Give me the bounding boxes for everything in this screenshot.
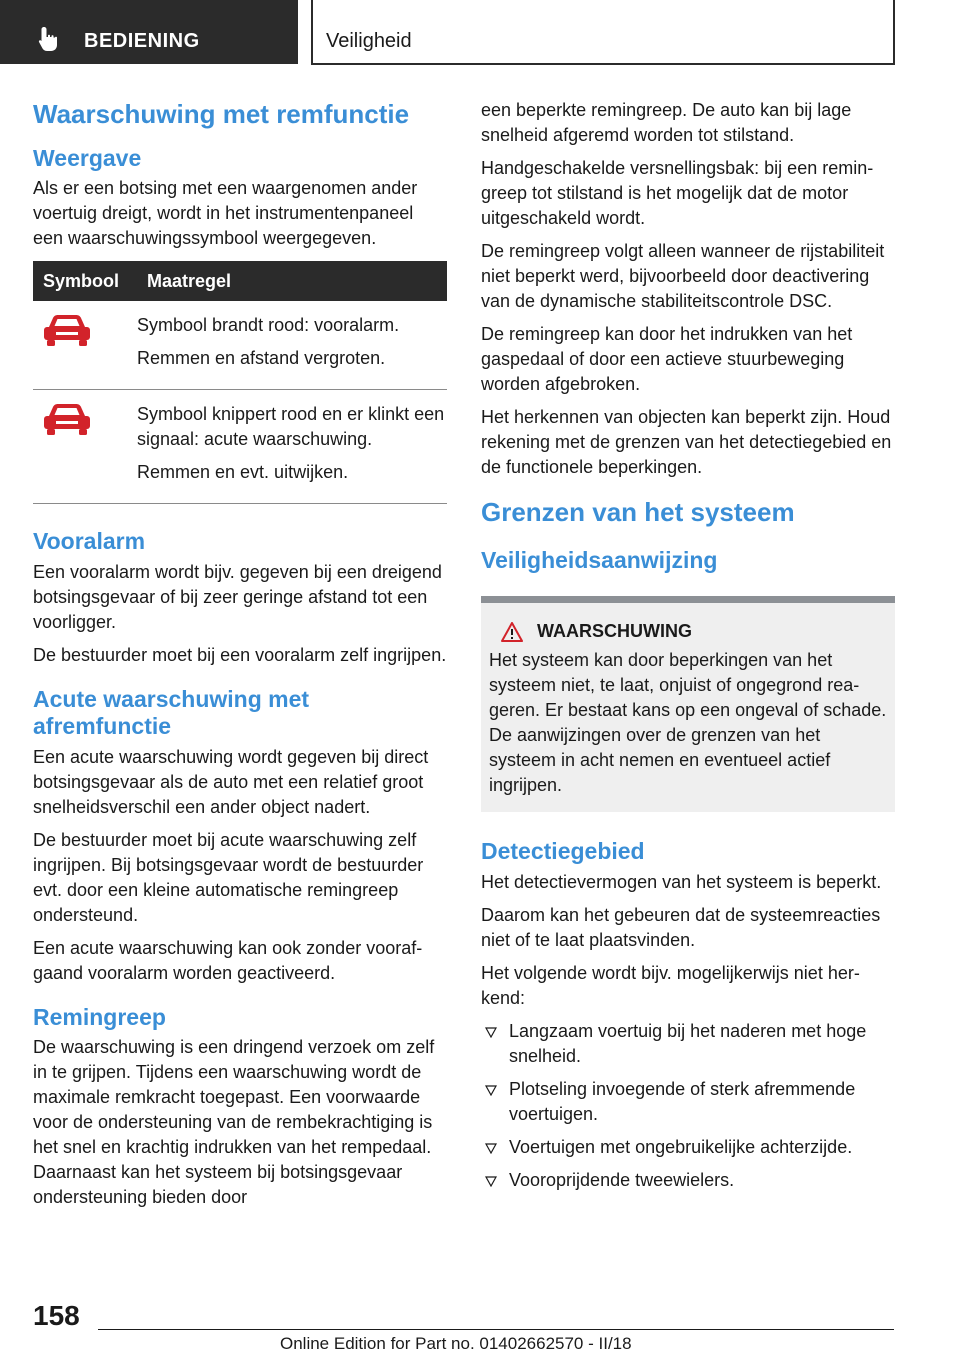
paragraph: De bestuurder moet bij een vooralarm zelf ingrijpen. [33, 644, 447, 665]
paragraph: Een vooralarm wordt bijv. gegeven bij een dreigend botsingsgevaar of bij zeer geringe afstand tot een voorligger. [33, 561, 442, 632]
paragraph: Het detectievermogen van het systeem is beperkt. [481, 871, 882, 892]
table-row [33, 390, 447, 504]
header-divider [893, 0, 895, 64]
symbol-table [33, 261, 447, 504]
heading-weergave: Weergave [33, 144, 142, 171]
chapter-label: BEDIENING [84, 30, 200, 52]
list-item-text: Voertuigen met ongebruikelijke achterzijde. [509, 1136, 853, 1157]
list-item [481, 1019, 895, 1069]
list-item-text: Langzaam voertuig bij het naderen met hoge snelheid. [509, 1020, 867, 1066]
paragraph: De bestuurder moet bij acute waarschuwing zelf ingrijpen. Bij botsingsgevaar wordt de bestuurder evt. door een kleine automatische remingreep ondersteund. [33, 829, 424, 925]
paragraph: De remingreep kan door het indrukken van het gaspedaal of door een actieve stuurbeweging worden afgebroken. [481, 324, 853, 394]
paragraph: Het herkennen van objecten kan beperkt zijn. Houd rekening met de grenzen van het detectiegebied en de functionele beperkingen. [481, 407, 892, 477]
page-title: Waarschuwing met remfunctie [33, 99, 410, 129]
paragraph: Een acute waarschuwing kan ook zonder voorafgaand vooralarm worden geactiveerd. [33, 937, 423, 983]
heading-veiligheidsaanwijzing: Veiligheidsaanwijzing [481, 546, 718, 573]
paragraph: Als er een botsing met een waargenomen ander voertuig dreigt, wordt in het instrumentenpaneel een waarschuwingssymbool weergegeven. [33, 178, 418, 249]
bullet-list [481, 1019, 895, 1193]
car-warning-icon [41, 313, 93, 349]
table-cell-text: Symbool brandt rood: vooralarm. [137, 315, 400, 336]
paragraph: Handgeschakelde versnellingsbak: bij een remingreep tot stilstand is het mogelijk dat de motor uitgeschakeld wordt. [481, 158, 874, 228]
warning-triangle-icon [501, 622, 523, 642]
right-column [481, 98, 895, 1201]
hand-pointer-icon [38, 26, 60, 52]
triangle-bullet-icon [485, 1085, 497, 1096]
table-row [33, 301, 447, 390]
paragraph: Daarom kan het gebeuren dat de systeemreacties niet of te laat plaatsvinden. [481, 904, 881, 950]
list-item [481, 1135, 895, 1160]
warning-box [481, 596, 895, 812]
warning-title: WAARSCHUWING [537, 621, 692, 642]
header-underline [311, 63, 895, 65]
heading-vooralarm: Vooralarm [33, 528, 146, 555]
header-divider [311, 0, 313, 64]
paragraph: De remingreep volgt alleen wanneer de rijstabiliteit niet beperkt werd, bijvoorbeeld door deactivering van de dynamische stabiliteitscontrole DSC. [481, 241, 885, 311]
triangle-bullet-icon [485, 1176, 497, 1187]
heading-grenzen: Grenzen van het systeem [481, 497, 795, 527]
table-cell-text: Remmen en evt. uitwijken. [137, 462, 349, 483]
page-number: 158 [33, 1300, 80, 1331]
heading-remingreep: Remingreep [33, 1003, 166, 1030]
table-cell-text: Symbool knippert rood en er klinkt een signaal: acute waarschuwing. [137, 404, 445, 450]
list-item [481, 1168, 895, 1193]
table-header-maatregel: Maatregel [137, 261, 447, 301]
paragraph: Een acute waarschuwing wordt gegeven bij direct botsingsgevaar als de auto met een relatief groot snelheidsverschil een ander object nadert. [33, 746, 429, 817]
list-item [481, 1077, 895, 1127]
paragraph: een beperkte remingreep. De auto kan bij lage snelheid afgeremd worden tot stilstand. [481, 100, 852, 145]
footer-rule [98, 1329, 894, 1330]
paragraph: De waarschuwing is een dringend verzoek om zelf in te grijpen. Tijdens een waarschuwing wordt de maximale remkracht toegepast. Een voorwaarde voor de ondersteuning van de rembekrachtiging is het snel en krachtig indrukken van het rempedaal. Daarnaast kan het systeem bij botsingsgevaar ondersteuning bieden door [33, 1037, 435, 1208]
table-cell-text: Remmen en afstand vergroten. [137, 348, 386, 369]
triangle-bullet-icon [485, 1143, 497, 1154]
heading-acute: Acute waarschuwing met afremfunctie [33, 685, 310, 740]
warning-text: Het systeem kan door beperkingen van het systeem niet, te laat, onjuist of ongegrond reageren. Er bestaat kans op een ongeval of schade. De aanwijzingen over de grenzen van het systeem in acht nemen en eventueel actief ingrijpen. [489, 650, 887, 796]
table-header-symbool: Symbool [33, 261, 137, 301]
footer-edition: Online Edition for Part no. 01402662570 - II/18 [280, 1334, 632, 1353]
section-title: Veiligheid [326, 30, 412, 52]
chapter-tab [0, 0, 298, 64]
list-item-text: Vooroprijdende tweewielers. [509, 1169, 735, 1190]
heading-detectiegebied: Detectiegebied [481, 838, 645, 865]
triangle-bullet-icon [485, 1027, 497, 1038]
left-column [33, 98, 447, 1218]
car-warning-icon [41, 402, 93, 438]
list-item-text: Plotseling invoegende of sterk afremmende voertuigen. [509, 1078, 856, 1124]
paragraph: Het volgende wordt bijv. mogelijkerwijs niet herkend: [481, 962, 860, 1008]
